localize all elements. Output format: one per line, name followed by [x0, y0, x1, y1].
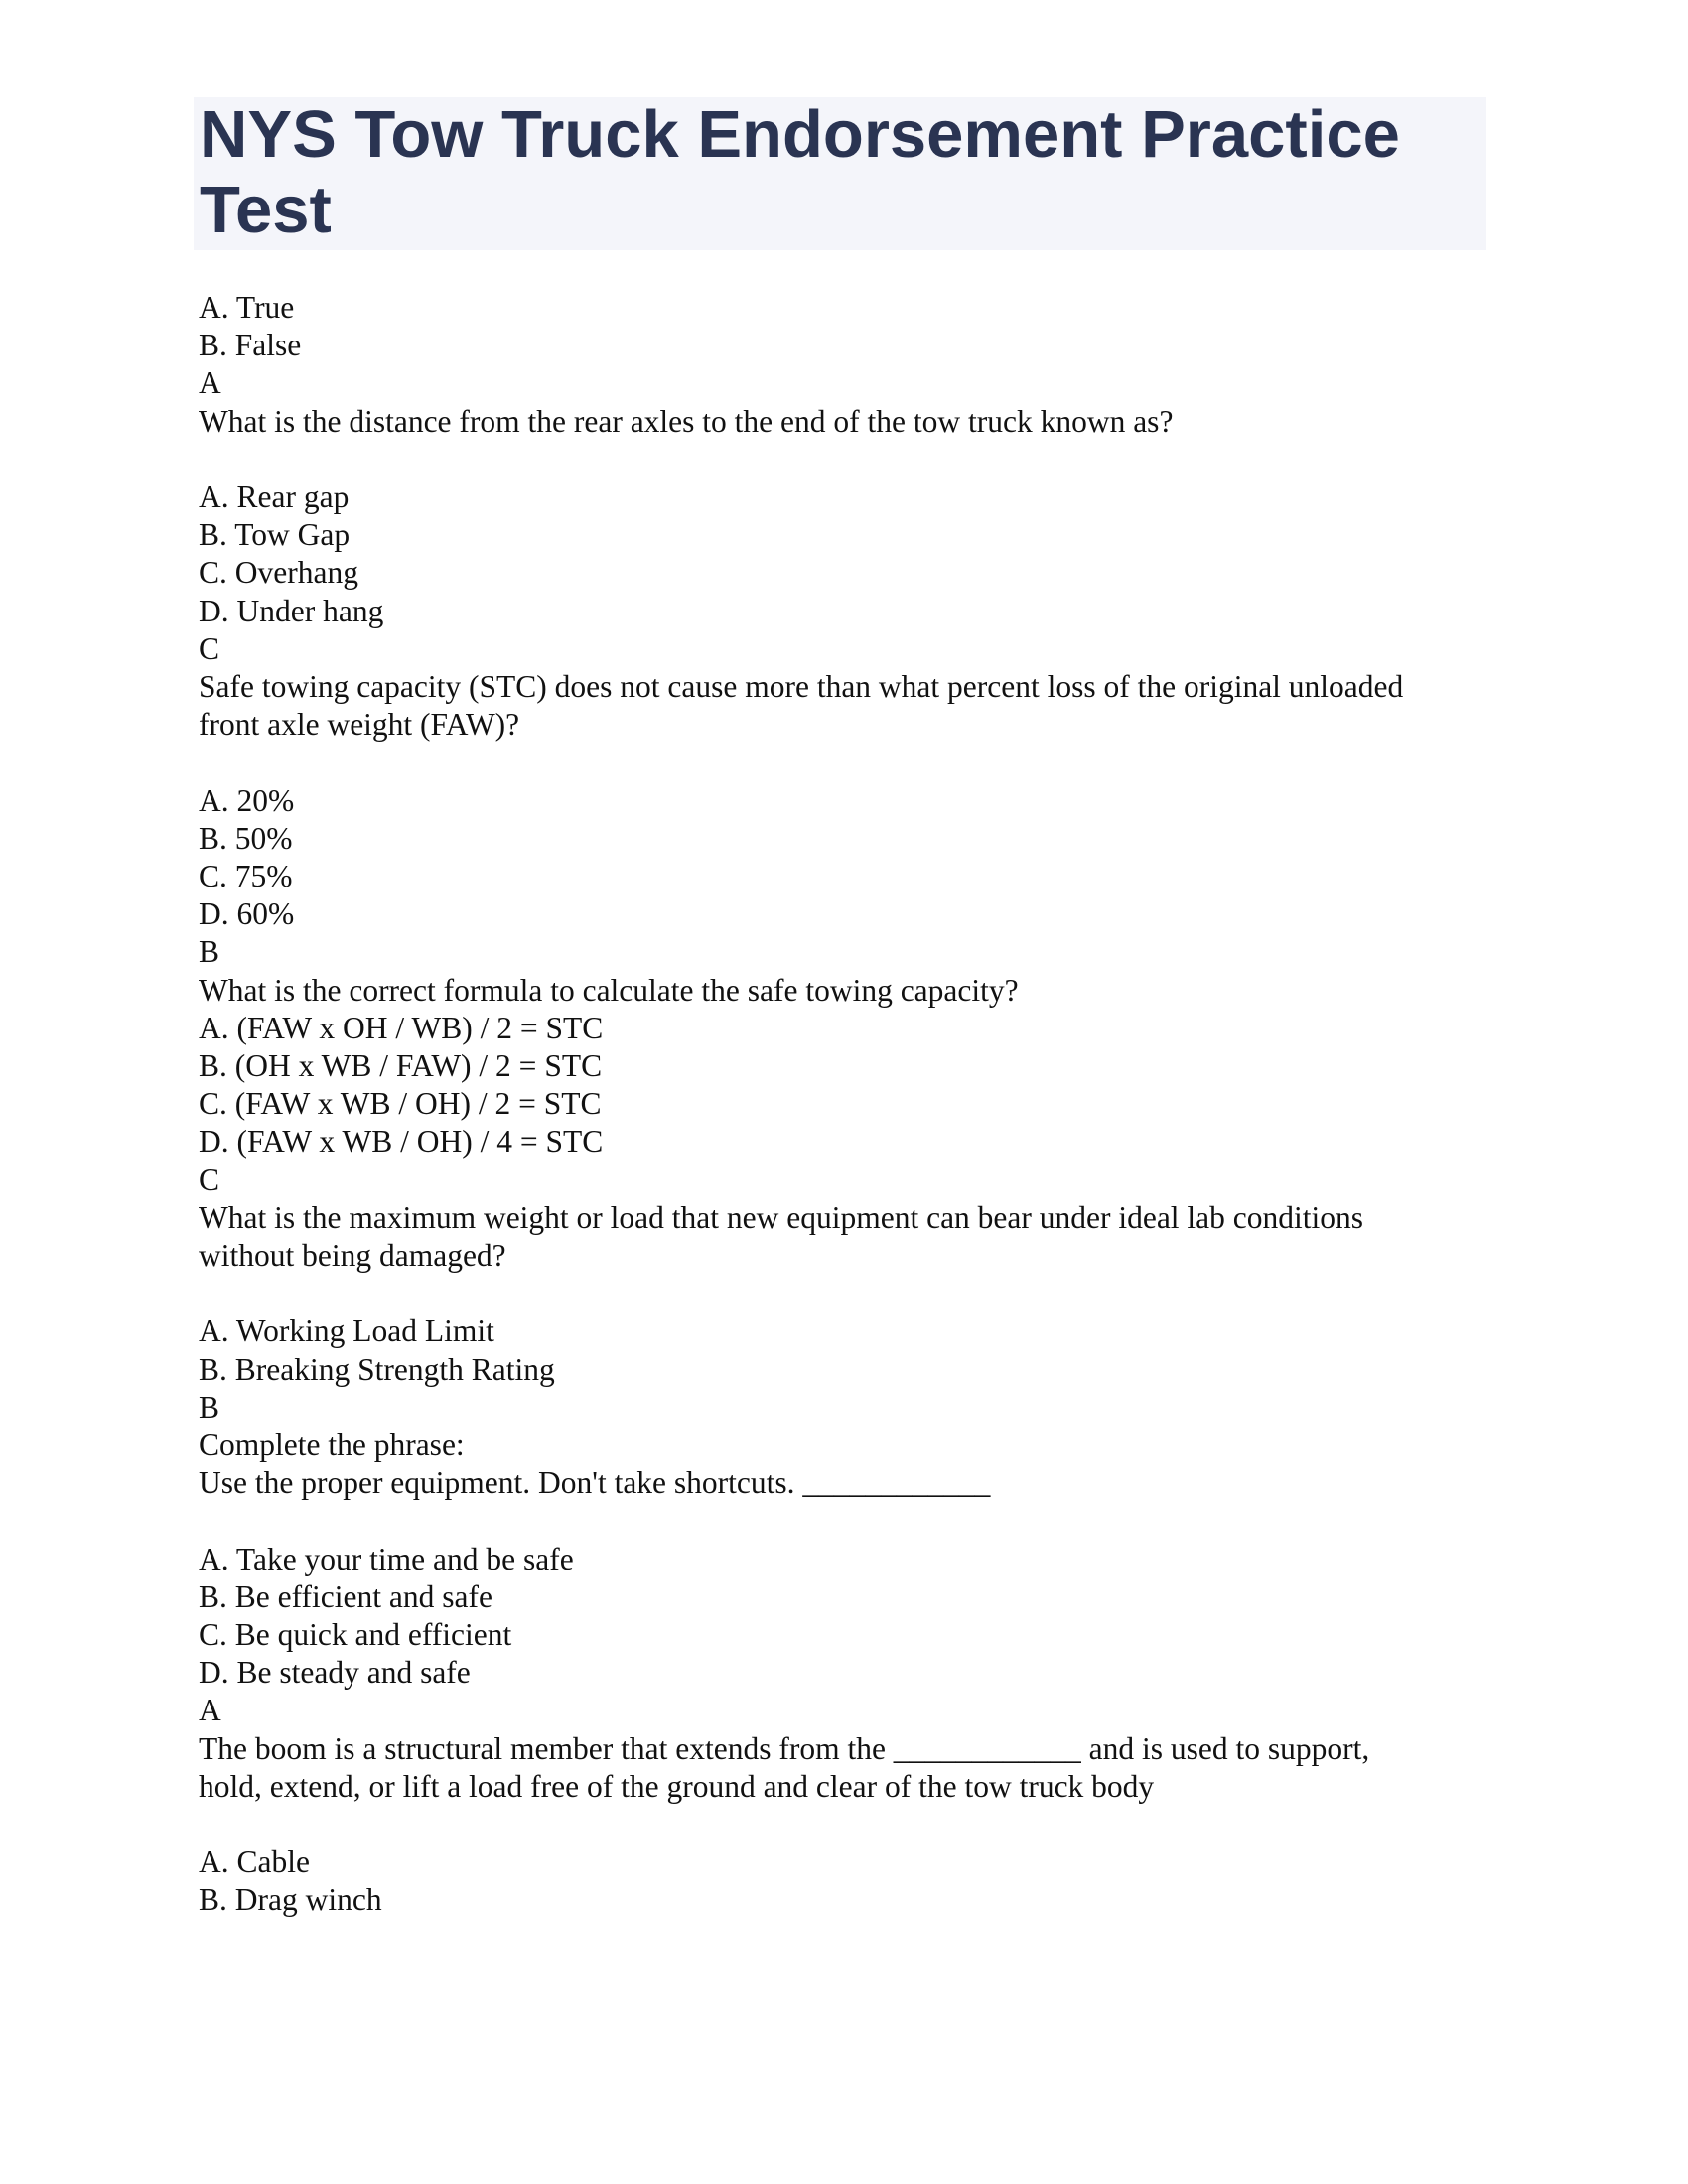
option-line: A. Take your time and be safe [199, 1541, 574, 1576]
question-text: Complete the phrase: [199, 1428, 465, 1463]
option-line: C. Overhang [199, 555, 358, 591]
answer-line: A [199, 365, 221, 401]
option-line: B. False [199, 328, 302, 363]
option-line: D. Be steady and safe [199, 1655, 471, 1691]
option-line: B. Tow Gap [199, 517, 351, 553]
option-line: C. (FAW x WB / OH) / 2 = STC [199, 1086, 602, 1122]
answer-line: B [199, 934, 220, 970]
blank-spacer [199, 744, 1489, 781]
answer-line: C [199, 1161, 220, 1197]
question-text: front axle weight (FAW)? [199, 707, 520, 743]
option-line: B. 50% [199, 820, 293, 856]
question-text: The boom is a structural member that extends from the ____________ and is used to support, [199, 1730, 1370, 1766]
option-line: A. True [199, 290, 295, 325]
question-text: Use the proper equipment. Don't take shortcuts. ____________ [199, 1465, 991, 1501]
option-line: D. (FAW x WB / OH) / 4 = STC [199, 1124, 604, 1160]
option-line: B. Be efficient and safe [199, 1578, 492, 1614]
question-text: Safe towing capacity (STC) does not cause more than what percent loss of the original unloaded [199, 669, 1404, 705]
option-line: D. 60% [199, 896, 295, 932]
answer-line: B [199, 1389, 220, 1425]
option-line: A. 20% [199, 782, 295, 818]
question-text: hold, extend, or lift a load free of the ground and clear of the tow truck body [199, 1768, 1155, 1804]
option-line: B. Drag winch [199, 1882, 382, 1918]
option-line: D. Under hang [199, 593, 384, 628]
answer-line: A [199, 1693, 221, 1728]
option-line: B. Breaking Strength Rating [199, 1351, 555, 1387]
blank-spacer [199, 1275, 1489, 1312]
title-banner [194, 97, 1486, 250]
question-text: What is the distance from the rear axles to the end of the tow truck known as? [199, 403, 1174, 439]
blank-spacer [199, 441, 1489, 478]
blank-spacer [199, 1502, 1489, 1540]
question-text: without being damaged? [199, 1238, 506, 1274]
question-text: What is the maximum weight or load that new equipment can bear under ideal lab conditions [199, 1199, 1364, 1235]
question-text: What is the correct formula to calculate the safe towing capacity? [199, 972, 1019, 1008]
option-line: C. 75% [199, 859, 293, 894]
blank-spacer [199, 1806, 1489, 1843]
answer-line: C [199, 630, 220, 666]
option-line: A. Cable [199, 1844, 310, 1880]
option-line: A. Working Load Limit [199, 1313, 494, 1349]
option-line: B. (OH x WB / FAW) / 2 = STC [199, 1048, 603, 1084]
option-line: C. Be quick and efficient [199, 1617, 512, 1653]
option-line: A. (FAW x OH / WB) / 2 = STC [199, 1010, 604, 1045]
option-line: A. Rear gap [199, 479, 350, 514]
page-title: NYS Tow Truck Endorsement Practice Test [200, 97, 1400, 247]
question-list [199, 289, 1489, 1920]
